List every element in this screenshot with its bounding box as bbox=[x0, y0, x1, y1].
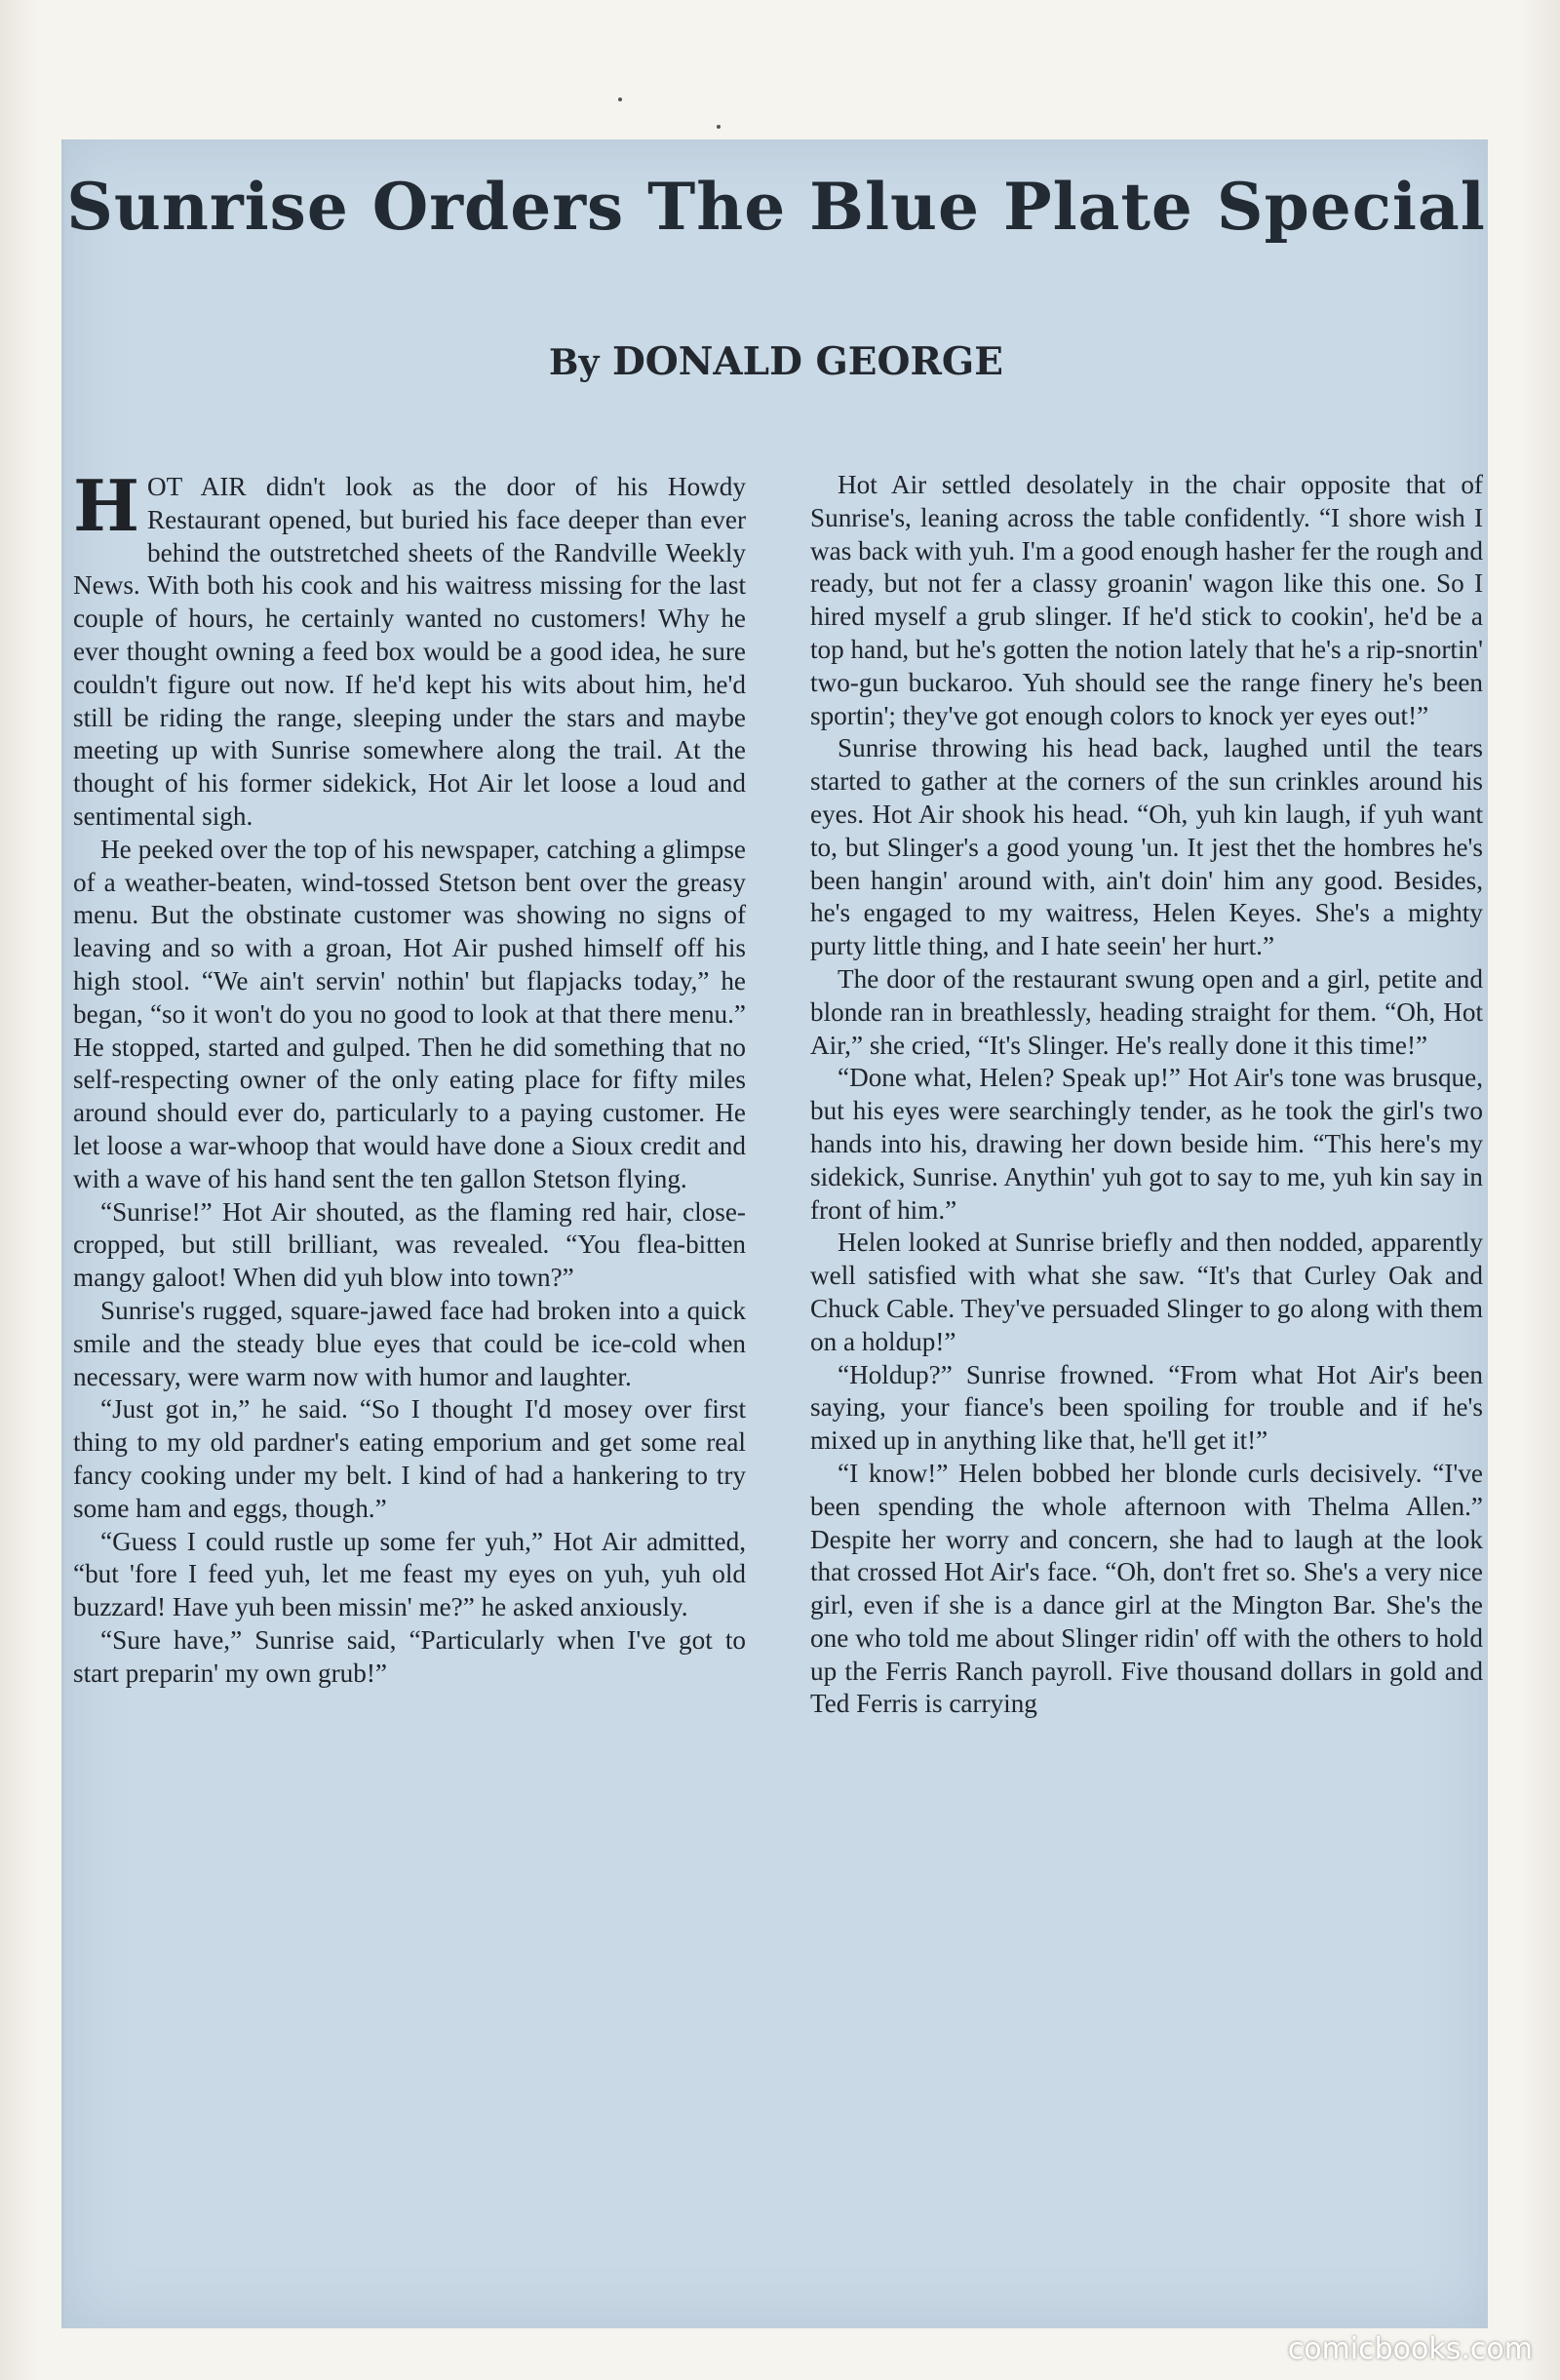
paragraph: Hot Air settled desolately in the chair opposite that of Sunrise's, leaning across the table confidently. “I shore wish I was back with yuh. I'm a good enough hasher fer the rough and ready, but not fer a classy groanin' wagon like this one. So I hired myself a grub slinger. If he'd stick to cookin', he'd be a top hand, but he's gotten the notion lately that he's a rip-snortin' two-gun buckaroo. Yuh should see the range finery he's been sportin'; they've got enough colors to knock yer eyes out!” bbox=[810, 470, 1483, 730]
paragraph: Sunrise throwing his head back, laughed until the tears started to gather at the corners of the sun crinkles around his eyes. Hot Air shook his head. “Oh, yuh kin laugh, if yuh want to, but Slinger's a good young 'un. It jest thet the hombres he's been hangin' around with, ain't doin' him any good. Besides, he's engaged to my waitress, Helen Keyes. She's a mighty purty little thing, and I hate seein' her hurt.” bbox=[810, 733, 1483, 961]
byline-prefix: By bbox=[549, 342, 600, 383]
paragraph: The door of the restaurant swung open and a girl, petite and blonde ran in breathlessly, heading straight for them. “Oh, Hot Air,” she cried, “It's Slinger. He's really done it this time!” bbox=[810, 963, 1483, 1060]
paragraph bbox=[73, 464, 746, 834]
article-panel bbox=[61, 139, 1488, 2328]
byline-author: DONALD GEORGE bbox=[611, 339, 1003, 384]
drop-cap: H bbox=[73, 464, 140, 547]
article-title: Sunrise Orders The Blue Plate Special bbox=[66, 169, 1486, 245]
paragraph: “Sunrise!” Hot Air shouted, as the flaming red hair, close-cropped, but still brilliant, was revealed. “You flea-bitten mangy galoot! When did yuh blow into town?” bbox=[73, 1196, 746, 1293]
paragraph: “Just got in,” he said. “So I thought I'd mosey over first thing to my old pardner's eating emporium and get some real fancy cooking under my belt. I kind of had a hankering to try some ham and eggs, though.” bbox=[73, 1394, 746, 1523]
paragraph: “Sure have,” Sunrise said, “Particularly when I've got to start preparin' my own grub!” bbox=[73, 1624, 746, 1688]
right-column bbox=[810, 469, 1483, 1721]
paper-speck bbox=[717, 125, 721, 129]
paragraph: He peeked over the top of his newspaper, catching a glimpse of a weather-beaten, wind-tossed Stetson bent over the greasy menu. But the obstinate customer was showing no signs of leaving and so with a groan, Hot Air pushed himself off his high stool. “We ain't servin' nothin' but flapjacks today,” he began, “so it won't do you no good to look at that there menu.” He stopped, started and gulped. Then he did something that no self-respecting owner of the only eating place for fifty miles around should ever do, particularly to a paying customer. He let loose a war-whoop that would have done a Sioux credit and with a wave of his hand sent the ten gallon Stetson flying. bbox=[73, 834, 746, 1193]
article-byline bbox=[64, 339, 1488, 384]
paragraph: “Holdup?” Sunrise frowned. “From what Hot Air's been saying, your fiance's been spoiling for trouble and if he's mixed up in anything like that, he'll get it!” bbox=[810, 1359, 1483, 1456]
paragraph: “Guess I could rustle up some fer yuh,” Hot Air admitted, “but 'fore I feed yuh, let me feast my eyes on yuh, yuh old buzzard! Have yuh been missin' me?” he asked anxiously. bbox=[73, 1526, 746, 1622]
paragraph: Helen looked at Sunrise briefly and then nodded, apparently well satisfied with what she saw. “It's that Curley Oak and Chuck Cable. They've persuaded Slinger to go along with them on a holdup!” bbox=[810, 1228, 1483, 1356]
paragraph: Sunrise's rugged, square-jawed face had broken into a quick smile and the steady blue eyes that could be ice-cold when necessary, were warm now with humor and laughter. bbox=[73, 1295, 746, 1391]
left-column bbox=[73, 464, 746, 1690]
paper-speck bbox=[618, 98, 622, 101]
paragraph: “Done what, Helen? Speak up!” Hot Air's tone was brusque, but his eyes were searchingly tender, as he took the girl's two hands into his, drawing her down beside him. “This here's my sidekick, Sunrise. Anythin' yuh got to say to me, yuh kin say in front of him.” bbox=[810, 1063, 1483, 1225]
paragraph-text: OT AIR didn't look as the door of his Howdy Restaurant opened, but buried his face deeper than ever behind the outstretched sheets of the Randville Weekly News. With both his cook and his waitress missing for the last couple of hours, he certainly wanted no customers! Why he ever thought owning a feed box would be a good idea, he sure couldn't figure out now. If he'd kept his wits about him, he'd still be riding the range, sleeping under the stars and maybe meeting up with Sunrise somewhere along the trail. At the thought of his former sidekick, Hot Air let loose a loud and sentimental sigh. bbox=[73, 472, 746, 831]
paragraph: “I know!” Helen bobbed her blonde curls decisively. “I've been spending the whole afternoon with Thelma Allen.” Despite her worry and concern, she had to laugh at the look that crossed Hot Air's face. “Oh, don't fret so. She's a very nice girl, even if she is a dance girl at the Mington Bar. She's the one who told me about Slinger ridin' off with the others to hold up the Ferris Ranch payroll. Five thousand dollars in gold and Ted Ferris is carrying bbox=[810, 1458, 1483, 1719]
watermark: comicbooks.com bbox=[1287, 2332, 1533, 2366]
